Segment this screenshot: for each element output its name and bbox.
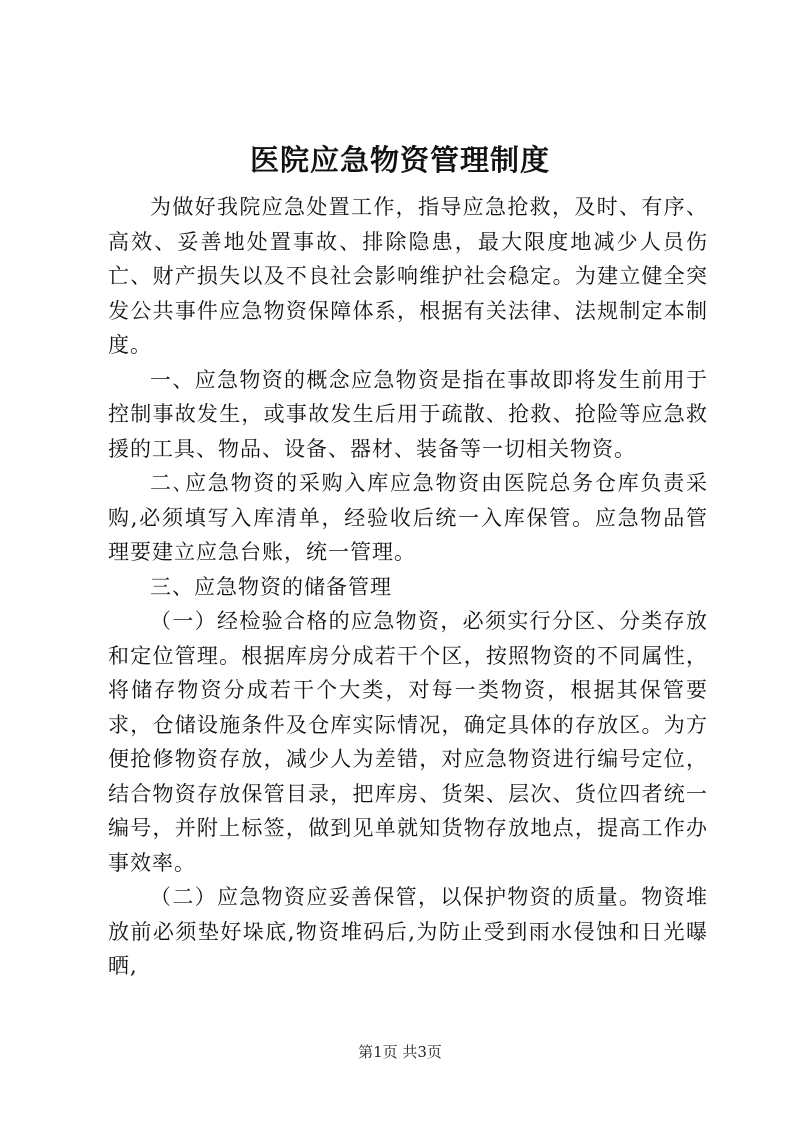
document-title: 医院应急物资管理制度: [249, 143, 550, 177]
paragraph-section-3-item-1: （一）经检验合格的应急物资，必须实行分区、分类存放和定位管理。根据库房分成若干个区，按照物资的不同属性，将储存物资分成若干个大类，对每一类物资，根据其保管要求，仓储设施条件及仓库实际情况，确定具体的存放区。为方便抢修物资存放，减少人为差错，对应急物资进行编号定位，结合物资存放保管目录，把库房、货架、层次、货位四者统一编号，并附上标签，做到见单就知货物存放地点，提高工作办事效率。: [108, 609, 708, 875]
paragraph-section-2: 二､应急物资的采购入库应急物资由医院总务仓库负责采购,必须填写入库清单，经验收后统一入库保管。应急物品管理要建立应急台账，统一管理。: [108, 471, 708, 564]
paragraph-section-3-item-2: （二）应急物资应妥善保管，以保护物资的质量。物资堆放前必须垫好垛底,物资堆码后,为防止受到雨水侵蚀和日光曝晒,: [108, 885, 708, 978]
page-number-footer: 第1页 共3页: [358, 1043, 442, 1061]
paragraph-section-1: 一、应急物资的概念应急物资是指在事故即将发生前用于控制事故发生，或事故发生后用于疏散、抢救、抢险等应急救援的工具、物品、设备、器材、装备等一切相关物资。: [108, 367, 708, 461]
paragraph-section-3-heading: 三、应急物资的储备管理: [150, 574, 392, 599]
paragraph-intro: 为做好我院应急处置工作，指导应急抢救，及时、有序、高效、妥善地处置事故、排除隐患，最大限度地减少人员伤亡、财产损失以及不良社会影响维护社会稳定。为建立健全突发公共事件应急物资保障体系，根据有关法律、法规制定本制度。: [108, 195, 708, 357]
document-body: [108, 190, 708, 984]
